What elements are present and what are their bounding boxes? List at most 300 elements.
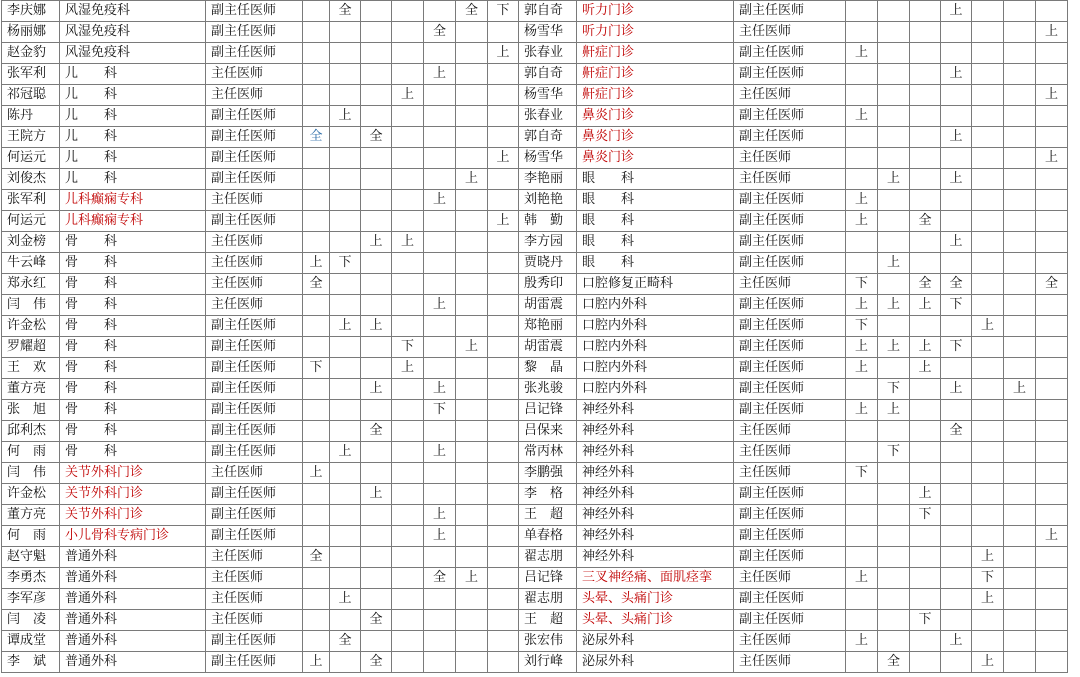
left-schedule-day-5: 上: [424, 190, 456, 211]
left-schedule-day-3: 全: [361, 127, 392, 148]
table-row: [2, 505, 1068, 526]
left-schedule-day-2: [330, 64, 361, 85]
right-schedule-day-7: 上: [1036, 22, 1068, 43]
left-schedule-day-6: [456, 43, 488, 64]
left-title: 主任医师: [206, 568, 303, 589]
left-doctor-name: 王院方: [2, 127, 60, 148]
right-doctor-name: 郭自奇: [519, 64, 577, 85]
left-schedule-day-2: [330, 274, 361, 295]
right-schedule-day-3: [910, 379, 941, 400]
left-schedule-day-3: [361, 43, 392, 64]
right-department: 神经外科: [577, 505, 734, 526]
left-schedule-day-4: [392, 274, 424, 295]
left-schedule-day-1: 上: [303, 463, 330, 484]
left-schedule-day-1: [303, 232, 330, 253]
left-schedule-day-3: [361, 589, 392, 610]
left-schedule-day-5: [424, 169, 456, 190]
right-schedule-day-5: [972, 358, 1004, 379]
right-schedule-day-4: [941, 148, 972, 169]
table-row: [2, 106, 1068, 127]
left-doctor-name: 王 欢: [2, 358, 60, 379]
left-schedule-day-4: [392, 505, 424, 526]
left-schedule-day-1: 上: [303, 253, 330, 274]
right-title: 副主任医师: [734, 379, 846, 400]
right-doctor-name: 张春业: [519, 106, 577, 127]
right-department: 鼻炎门诊: [577, 127, 734, 148]
left-schedule-day-3: [361, 64, 392, 85]
left-schedule-day-6: [456, 64, 488, 85]
left-doctor-name: 李军彦: [2, 589, 60, 610]
right-schedule-day-3: [910, 652, 941, 673]
left-department: 骨 科: [60, 421, 206, 442]
left-schedule-day-5: [424, 547, 456, 568]
left-schedule-day-3: [361, 148, 392, 169]
table-row: [2, 211, 1068, 232]
right-schedule-day-4: 上: [941, 1, 972, 22]
right-schedule-day-6: [1004, 484, 1036, 505]
left-department: 儿科癫痫专科: [60, 190, 206, 211]
right-schedule-day-6: [1004, 169, 1036, 190]
right-schedule-day-5: [972, 421, 1004, 442]
right-schedule-day-3: [910, 589, 941, 610]
left-title: 副主任医师: [206, 631, 303, 652]
right-title: 副主任医师: [734, 64, 846, 85]
right-doctor-name: 胡雷震: [519, 295, 577, 316]
left-schedule-day-5: [424, 1, 456, 22]
right-schedule-day-2: 下: [878, 442, 910, 463]
left-department: 关节外科门诊: [60, 484, 206, 505]
right-schedule-day-5: [972, 1, 1004, 22]
left-schedule-day-3: 全: [361, 610, 392, 631]
left-schedule-day-1: [303, 526, 330, 547]
right-schedule-day-3: 下: [910, 610, 941, 631]
left-schedule-day-6: [456, 442, 488, 463]
left-schedule-day-1: [303, 442, 330, 463]
left-schedule-day-6: 上: [456, 337, 488, 358]
right-title: 副主任医师: [734, 400, 846, 421]
left-schedule-day-7: [488, 610, 519, 631]
table-row: [2, 85, 1068, 106]
right-title: 副主任医师: [734, 253, 846, 274]
right-schedule-day-3: 上: [910, 337, 941, 358]
right-department: 口腔内外科: [577, 316, 734, 337]
table-row: [2, 358, 1068, 379]
right-schedule-day-5: [972, 22, 1004, 43]
left-department: 骨 科: [60, 442, 206, 463]
left-schedule-day-4: [392, 148, 424, 169]
right-schedule-day-2: [878, 64, 910, 85]
left-department: 骨 科: [60, 253, 206, 274]
right-schedule-day-5: [972, 337, 1004, 358]
right-department: 鼻炎门诊: [577, 148, 734, 169]
left-schedule-day-3: [361, 1, 392, 22]
left-schedule-day-2: 上: [330, 316, 361, 337]
right-doctor-name: 杨雪华: [519, 148, 577, 169]
left-title: 主任医师: [206, 463, 303, 484]
right-schedule-day-3: [910, 463, 941, 484]
left-schedule-day-4: [392, 610, 424, 631]
right-title: 主任医师: [734, 631, 846, 652]
left-department: 普通外科: [60, 652, 206, 673]
right-schedule-day-6: [1004, 43, 1036, 64]
right-schedule-day-3: [910, 421, 941, 442]
left-schedule-day-2: [330, 85, 361, 106]
right-department: 神经外科: [577, 484, 734, 505]
left-title: 副主任医师: [206, 400, 303, 421]
right-schedule-day-4: [941, 484, 972, 505]
left-schedule-day-7: [488, 22, 519, 43]
left-schedule-day-7: [488, 316, 519, 337]
right-schedule-day-1: 下: [846, 316, 878, 337]
left-title: 副主任医师: [206, 106, 303, 127]
left-schedule-day-5: [424, 232, 456, 253]
right-schedule-day-2: [878, 43, 910, 64]
right-schedule-day-7: 上: [1036, 85, 1068, 106]
left-schedule-day-4: [392, 484, 424, 505]
right-schedule-day-1: [846, 169, 878, 190]
left-schedule-day-3: [361, 631, 392, 652]
left-schedule-day-3: [361, 547, 392, 568]
right-schedule-day-6: [1004, 295, 1036, 316]
right-schedule-day-5: [972, 379, 1004, 400]
right-schedule-day-2: [878, 505, 910, 526]
right-schedule-day-4: [941, 589, 972, 610]
right-schedule-day-6: [1004, 106, 1036, 127]
right-schedule-day-4: [941, 43, 972, 64]
left-doctor-name: 赵金豹: [2, 43, 60, 64]
right-title: 副主任医师: [734, 211, 846, 232]
left-title: 主任医师: [206, 232, 303, 253]
right-doctor-name: 张宏伟: [519, 631, 577, 652]
right-department: 眼 科: [577, 253, 734, 274]
left-department: 儿 科: [60, 169, 206, 190]
right-schedule-day-2: [878, 190, 910, 211]
right-department: 口腔修复正畸科: [577, 274, 734, 295]
left-schedule-day-4: [392, 316, 424, 337]
right-title: 主任医师: [734, 463, 846, 484]
left-department: 骨 科: [60, 379, 206, 400]
left-schedule-day-5: [424, 589, 456, 610]
left-title: 主任医师: [206, 274, 303, 295]
right-schedule-day-7: [1036, 106, 1068, 127]
left-department: 骨 科: [60, 337, 206, 358]
left-schedule-day-7: [488, 190, 519, 211]
table-row: [2, 610, 1068, 631]
right-schedule-day-5: [972, 64, 1004, 85]
right-schedule-day-2: [878, 274, 910, 295]
left-schedule-day-1: [303, 316, 330, 337]
right-schedule-day-5: [972, 190, 1004, 211]
right-schedule-day-4: 全: [941, 421, 972, 442]
left-title: 副主任医师: [206, 337, 303, 358]
right-schedule-day-5: [972, 211, 1004, 232]
right-doctor-name: 贾晓丹: [519, 253, 577, 274]
left-doctor-name: 刘金榜: [2, 232, 60, 253]
left-schedule-day-1: [303, 484, 330, 505]
left-schedule-day-4: [392, 421, 424, 442]
left-schedule-day-7: [488, 169, 519, 190]
right-title: 副主任医师: [734, 484, 846, 505]
right-schedule-day-4: [941, 358, 972, 379]
left-doctor-name: 牛云峰: [2, 253, 60, 274]
right-department: 神经外科: [577, 400, 734, 421]
right-doctor-name: 单春格: [519, 526, 577, 547]
right-schedule-day-7: [1036, 421, 1068, 442]
left-doctor-name: 闫 伟: [2, 295, 60, 316]
right-department: 鼻炎门诊: [577, 106, 734, 127]
left-schedule-day-2: [330, 43, 361, 64]
right-schedule-day-5: [972, 106, 1004, 127]
right-schedule-day-6: [1004, 1, 1036, 22]
right-schedule-day-7: [1036, 127, 1068, 148]
right-title: 主任医师: [734, 568, 846, 589]
right-doctor-name: 吕记锋: [519, 568, 577, 589]
left-schedule-day-4: [392, 64, 424, 85]
left-schedule-day-5: 上: [424, 379, 456, 400]
right-schedule-day-6: [1004, 589, 1036, 610]
table-row: [2, 316, 1068, 337]
table-row: [2, 22, 1068, 43]
right-schedule-day-3: [910, 22, 941, 43]
left-schedule-day-5: [424, 106, 456, 127]
left-doctor-name: 陈丹: [2, 106, 60, 127]
left-schedule-day-4: [392, 169, 424, 190]
left-schedule-day-3: 全: [361, 421, 392, 442]
right-schedule-day-5: 下: [972, 568, 1004, 589]
left-schedule-day-2: [330, 22, 361, 43]
left-title: 主任医师: [206, 589, 303, 610]
left-schedule-day-3: [361, 211, 392, 232]
left-title: 主任医师: [206, 253, 303, 274]
right-title: 副主任医师: [734, 337, 846, 358]
right-schedule-day-6: 上: [1004, 379, 1036, 400]
right-schedule-day-7: 上: [1036, 148, 1068, 169]
left-department: 儿 科: [60, 85, 206, 106]
left-schedule-day-7: [488, 463, 519, 484]
left-schedule-day-1: 全: [303, 127, 330, 148]
right-doctor-name: 杨雪华: [519, 85, 577, 106]
left-title: 副主任医师: [206, 127, 303, 148]
right-schedule-day-3: [910, 547, 941, 568]
left-schedule-day-4: 上: [392, 85, 424, 106]
right-department: 神经外科: [577, 421, 734, 442]
left-schedule-day-6: [456, 232, 488, 253]
right-schedule-day-4: [941, 442, 972, 463]
left-title: 副主任医师: [206, 148, 303, 169]
left-schedule-day-2: [330, 295, 361, 316]
right-department: 三叉神经痛、面肌痉挛: [577, 568, 734, 589]
left-schedule-day-4: [392, 253, 424, 274]
right-schedule-day-4: 下: [941, 337, 972, 358]
left-title: 副主任医师: [206, 22, 303, 43]
right-schedule-day-5: [972, 169, 1004, 190]
right-schedule-day-7: [1036, 568, 1068, 589]
left-schedule-day-6: [456, 274, 488, 295]
right-schedule-day-7: [1036, 232, 1068, 253]
table-row: [2, 652, 1068, 673]
left-schedule-day-2: [330, 379, 361, 400]
left-department: 关节外科门诊: [60, 505, 206, 526]
right-schedule-day-6: [1004, 190, 1036, 211]
right-schedule-day-7: [1036, 253, 1068, 274]
right-schedule-day-3: [910, 64, 941, 85]
left-schedule-day-2: [330, 211, 361, 232]
left-schedule-day-5: [424, 610, 456, 631]
left-schedule-day-3: [361, 358, 392, 379]
right-schedule-day-5: [972, 400, 1004, 421]
left-schedule-day-6: [456, 547, 488, 568]
left-schedule-day-1: [303, 22, 330, 43]
left-schedule-day-4: [392, 190, 424, 211]
right-doctor-name: 韩 勤: [519, 211, 577, 232]
right-schedule-day-2: [878, 463, 910, 484]
left-schedule-day-5: [424, 421, 456, 442]
right-schedule-day-3: 上: [910, 484, 941, 505]
table-row: [2, 547, 1068, 568]
left-schedule-day-6: [456, 379, 488, 400]
left-schedule-day-6: 上: [456, 568, 488, 589]
right-schedule-day-4: [941, 568, 972, 589]
table-row: [2, 148, 1068, 169]
right-doctor-name: 李 格: [519, 484, 577, 505]
left-schedule-day-5: [424, 127, 456, 148]
right-schedule-day-7: [1036, 358, 1068, 379]
right-doctor-name: 殷秀印: [519, 274, 577, 295]
left-schedule-day-5: [424, 484, 456, 505]
right-schedule-day-4: [941, 400, 972, 421]
right-schedule-day-5: 上: [972, 589, 1004, 610]
right-schedule-day-3: [910, 631, 941, 652]
table-row: [2, 1, 1068, 22]
right-schedule-day-1: [846, 22, 878, 43]
left-schedule-day-4: 上: [392, 358, 424, 379]
left-schedule-day-5: 上: [424, 505, 456, 526]
right-doctor-name: 吕保来: [519, 421, 577, 442]
right-schedule-day-5: [972, 484, 1004, 505]
right-schedule-day-2: [878, 1, 910, 22]
left-doctor-name: 董方亮: [2, 379, 60, 400]
right-schedule-day-2: [878, 127, 910, 148]
left-schedule-day-1: [303, 211, 330, 232]
table-row: [2, 337, 1068, 358]
left-schedule-day-2: [330, 547, 361, 568]
table-row: [2, 295, 1068, 316]
left-schedule-day-1: [303, 337, 330, 358]
right-schedule-day-1: [846, 148, 878, 169]
right-schedule-day-6: [1004, 652, 1036, 673]
table-row: [2, 421, 1068, 442]
right-department: 神经外科: [577, 442, 734, 463]
left-schedule-day-1: [303, 610, 330, 631]
right-schedule-day-1: 上: [846, 211, 878, 232]
left-schedule-day-6: [456, 610, 488, 631]
right-schedule-day-2: 上: [878, 169, 910, 190]
left-schedule-day-7: [488, 127, 519, 148]
left-doctor-name: 罗耀超: [2, 337, 60, 358]
right-schedule-day-2: [878, 589, 910, 610]
left-schedule-day-7: [488, 232, 519, 253]
right-schedule-day-4: [941, 253, 972, 274]
left-schedule-day-7: [488, 358, 519, 379]
right-schedule-day-3: [910, 232, 941, 253]
right-department: 眼 科: [577, 211, 734, 232]
left-department: 普通外科: [60, 568, 206, 589]
left-schedule-day-3: 上: [361, 316, 392, 337]
left-schedule-day-4: [392, 295, 424, 316]
right-title: 主任医师: [734, 421, 846, 442]
right-title: 主任医师: [734, 274, 846, 295]
right-schedule-day-1: [846, 505, 878, 526]
left-schedule-day-3: [361, 253, 392, 274]
right-schedule-day-5: [972, 232, 1004, 253]
right-department: 听力门诊: [577, 22, 734, 43]
right-schedule-day-6: [1004, 421, 1036, 442]
right-schedule-day-5: 上: [972, 652, 1004, 673]
left-schedule-day-5: [424, 358, 456, 379]
left-schedule-day-1: [303, 379, 330, 400]
right-schedule-day-6: [1004, 85, 1036, 106]
right-schedule-day-3: 全: [910, 274, 941, 295]
right-schedule-day-7: [1036, 484, 1068, 505]
right-title: 副主任医师: [734, 505, 846, 526]
right-schedule-day-3: [910, 43, 941, 64]
left-schedule-day-5: 上: [424, 526, 456, 547]
right-schedule-day-2: 全: [878, 652, 910, 673]
right-schedule-day-5: [972, 127, 1004, 148]
table-row: [2, 484, 1068, 505]
left-schedule-day-6: [456, 127, 488, 148]
right-doctor-name: 张兆骏: [519, 379, 577, 400]
right-schedule-day-6: [1004, 631, 1036, 652]
left-schedule-day-1: [303, 589, 330, 610]
left-schedule-day-2: [330, 148, 361, 169]
right-schedule-day-1: 下: [846, 274, 878, 295]
right-schedule-day-3: [910, 106, 941, 127]
right-department: 泌尿外科: [577, 652, 734, 673]
left-doctor-name: 许金松: [2, 484, 60, 505]
right-schedule-day-3: 全: [910, 211, 941, 232]
left-schedule-day-2: [330, 421, 361, 442]
right-schedule-day-4: [941, 526, 972, 547]
table-row: [2, 463, 1068, 484]
left-schedule-day-2: 上: [330, 442, 361, 463]
right-schedule-day-4: [941, 22, 972, 43]
left-schedule-day-4: [392, 1, 424, 22]
left-doctor-name: 李勇杰: [2, 568, 60, 589]
left-schedule-day-4: [392, 106, 424, 127]
left-title: 副主任医师: [206, 358, 303, 379]
left-schedule-day-5: [424, 337, 456, 358]
right-schedule-day-2: [878, 526, 910, 547]
left-schedule-day-4: [392, 568, 424, 589]
doctor-schedule-table: [1, 0, 1068, 673]
right-schedule-day-3: [910, 1, 941, 22]
left-doctor-name: 何运元: [2, 148, 60, 169]
left-schedule-day-7: [488, 64, 519, 85]
right-title: 副主任医师: [734, 526, 846, 547]
right-doctor-name: 刘艳艳: [519, 190, 577, 211]
right-department: 神经外科: [577, 463, 734, 484]
left-schedule-day-4: [392, 400, 424, 421]
left-schedule-day-4: [392, 22, 424, 43]
right-schedule-day-6: [1004, 400, 1036, 421]
right-schedule-day-2: [878, 484, 910, 505]
left-schedule-day-6: [456, 400, 488, 421]
right-schedule-day-5: [972, 148, 1004, 169]
left-schedule-day-7: [488, 400, 519, 421]
left-department: 关节外科门诊: [60, 463, 206, 484]
left-schedule-day-1: [303, 169, 330, 190]
